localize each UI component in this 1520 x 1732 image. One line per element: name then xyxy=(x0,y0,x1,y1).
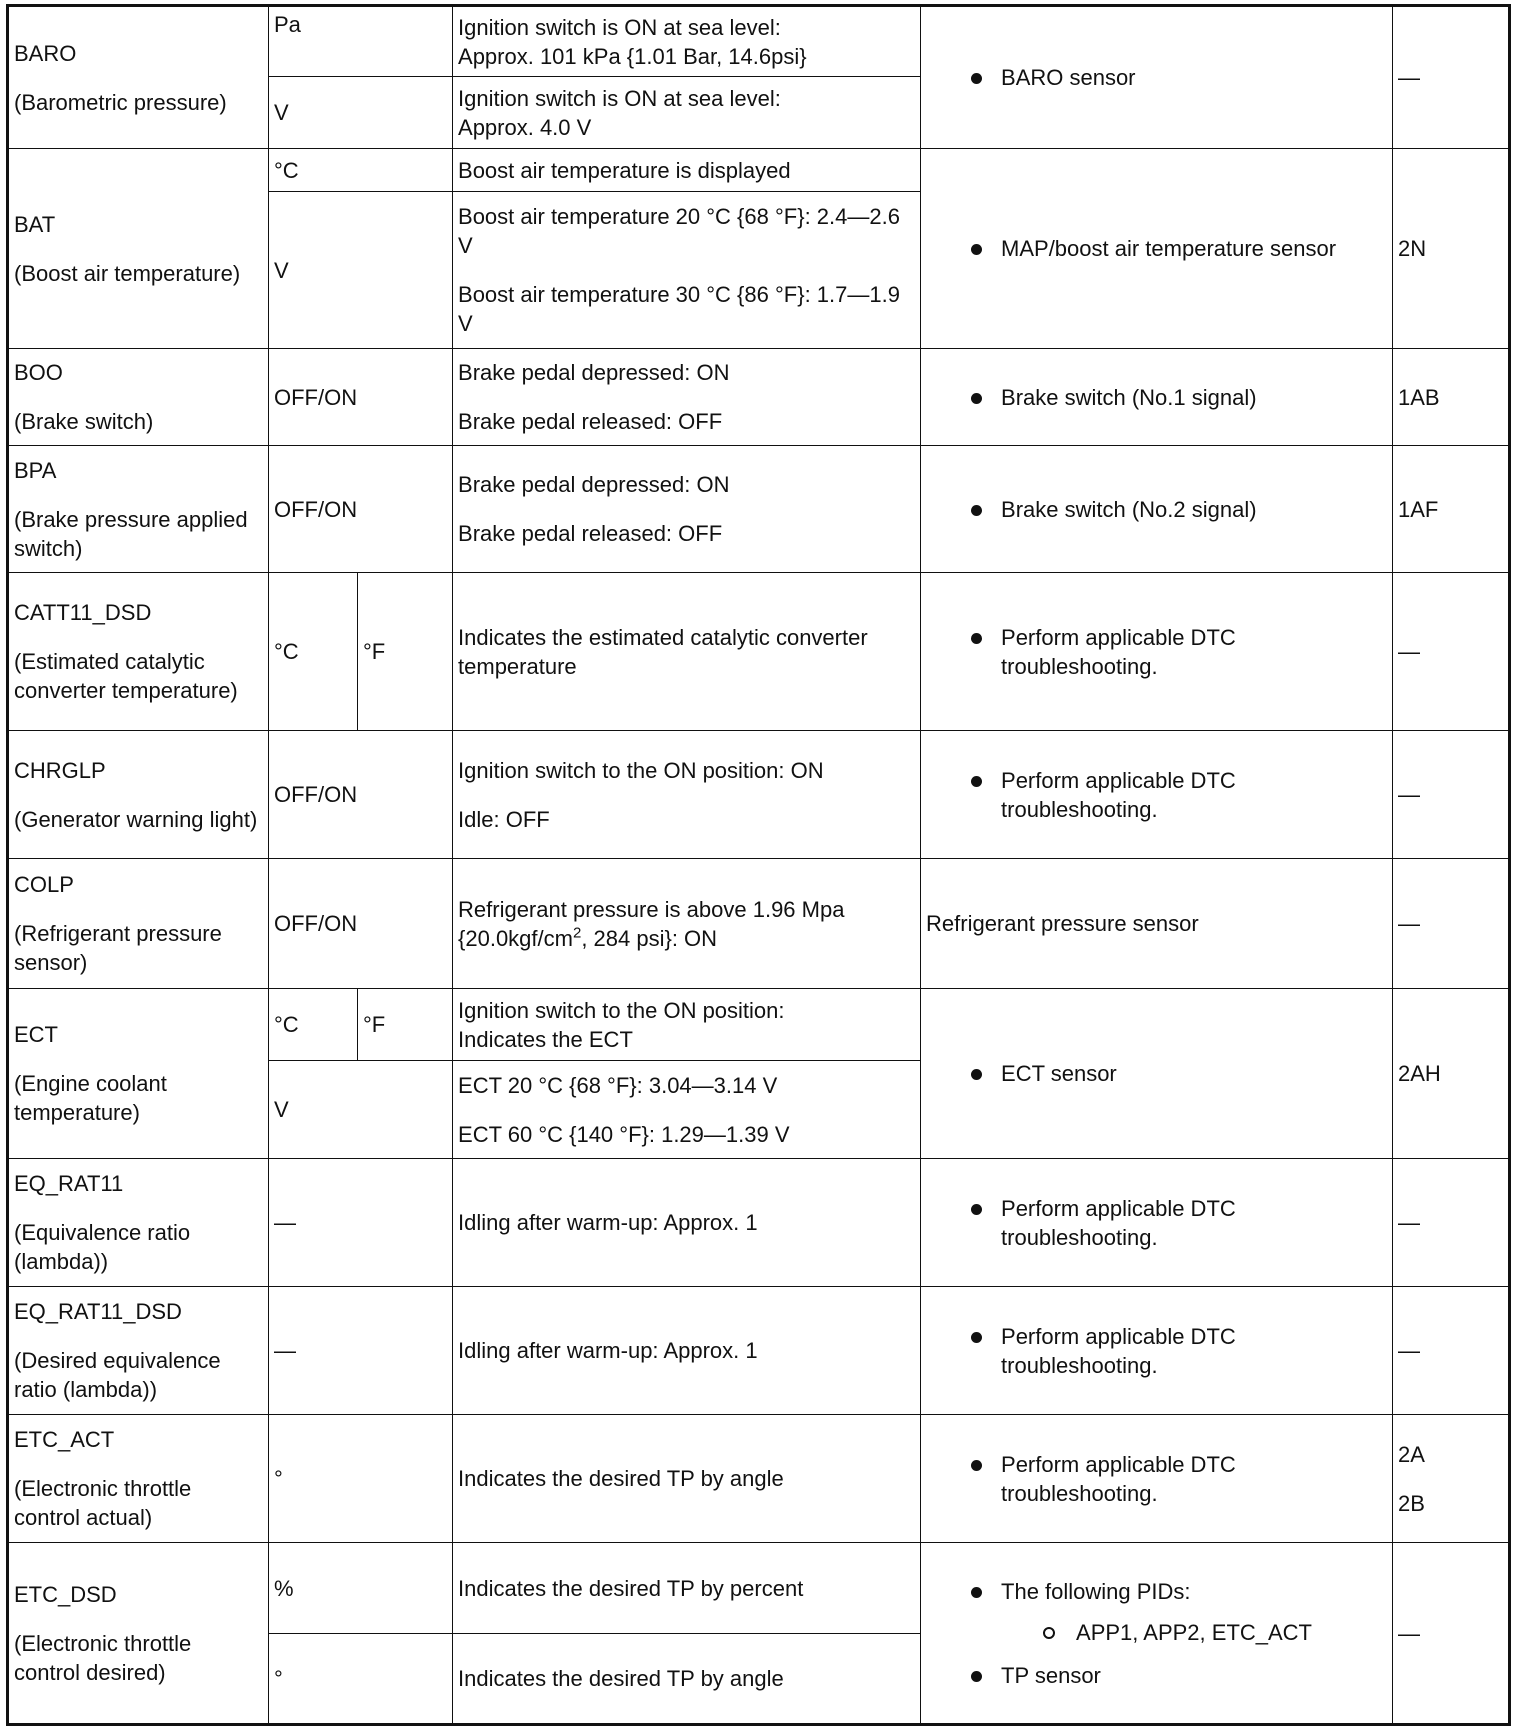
condition-line: Brake pedal released: OFF xyxy=(458,409,723,434)
pid-name: ETC_ACT xyxy=(14,1427,115,1452)
pid-description: (Brake pressure applied switch) xyxy=(14,506,248,561)
unit-cell: — xyxy=(269,1159,453,1287)
action-cell xyxy=(921,731,1393,859)
pid-description: (Brake switch) xyxy=(14,409,154,434)
condition-cell xyxy=(453,349,921,446)
pid-name: BARO xyxy=(14,40,77,66)
action-item: Perform applicable DTC troubleshooting. xyxy=(926,1194,1386,1252)
action-cell xyxy=(921,1159,1393,1287)
pid-name-cell xyxy=(8,446,269,573)
action-item: Perform applicable DTC troubleshooting. xyxy=(926,766,1386,824)
action-item: The following PIDs: xyxy=(926,1577,1386,1606)
condition-line: Ignition switch is ON at sea level: xyxy=(458,14,781,40)
action-cell xyxy=(921,1287,1393,1415)
table-row xyxy=(8,859,1510,989)
action-item: MAP/boost air temperature sensor xyxy=(926,234,1386,263)
action-cell xyxy=(921,1543,1393,1725)
action-cell xyxy=(921,1415,1393,1543)
action-item: Perform applicable DTC troubleshooting. xyxy=(926,1322,1386,1380)
action-cell xyxy=(921,859,1393,989)
condition-line: Brake pedal depressed: ON xyxy=(458,360,730,385)
terminal-cell: 1AB xyxy=(1393,349,1510,446)
pid-name-cell xyxy=(8,573,269,731)
condition-cell: Idling after warm-up: Approx. 1 xyxy=(453,1159,921,1287)
unit-cell: Pa xyxy=(269,6,453,77)
pid-name: BOO xyxy=(14,360,63,385)
action-item: TP sensor xyxy=(926,1661,1386,1690)
condition-line: ECT 60 °C {140 °F}: 1.29—1.39 V xyxy=(458,1121,790,1147)
pid-name: CATT11_DSD xyxy=(14,600,152,625)
condition-line: Brake pedal depressed: ON xyxy=(458,472,730,497)
table-row xyxy=(8,1543,1510,1634)
unit-cell: ° xyxy=(269,1415,453,1543)
pid-description: (Boost air temperature) xyxy=(14,260,241,286)
pid-name: EQ_RAT11 xyxy=(14,1171,124,1196)
pid-description: (Desired equivalence ratio (lambda)) xyxy=(14,1348,221,1402)
pid-description: (Equivalence ratio (lambda)) xyxy=(14,1220,191,1274)
unit-cell: V xyxy=(269,192,453,349)
table-row xyxy=(8,1159,1510,1287)
action-item: ECT sensor xyxy=(926,1059,1386,1088)
condition-cell xyxy=(453,859,921,989)
table-row xyxy=(8,349,1510,446)
terminal-cell: — xyxy=(1393,859,1510,989)
terminal-cell: — xyxy=(1393,573,1510,731)
terminal-cell: — xyxy=(1393,1287,1510,1415)
terminal-cell: 1AF xyxy=(1393,446,1510,573)
pid-description: (Estimated catalytic converter temperature) xyxy=(14,649,238,703)
terminal-cell xyxy=(1393,1415,1510,1543)
pid-name: COLP xyxy=(14,872,74,897)
action-item: Refrigerant pressure sensor xyxy=(926,911,1199,936)
pid-name-cell xyxy=(8,1159,269,1287)
condition-line: Boost air temperature 30 °C {86 °F}: 1.7—1.9 V xyxy=(458,282,900,336)
pid-name-cell xyxy=(8,6,269,149)
pid-name-cell xyxy=(8,859,269,989)
condition-cell xyxy=(453,77,921,149)
condition-line: Approx. 101 kPa {1.01 Bar, 14.6psi} xyxy=(458,43,807,69)
pid-description: (Refrigerant pressure sensor) xyxy=(14,921,222,975)
terminal-cell: 2AH xyxy=(1393,989,1510,1159)
unit-cell: °C xyxy=(269,989,358,1061)
pid-name: ETC_DSD xyxy=(14,1581,117,1607)
condition-text: , 284 psi}: ON xyxy=(581,925,718,951)
pid-description: (Electronic throttle control desired) xyxy=(14,1630,192,1685)
superscript: 2 xyxy=(572,924,582,942)
unit-cell: °F xyxy=(358,989,453,1061)
table-row xyxy=(8,573,1510,731)
action-item: Perform applicable DTC troubleshooting. xyxy=(926,623,1386,681)
table-row xyxy=(8,6,1510,77)
unit-cell: — xyxy=(269,1287,453,1415)
pid-name: BPA xyxy=(14,457,57,483)
action-subitem: APP1, APP2, ETC_ACT xyxy=(926,1618,1386,1647)
table-row xyxy=(8,731,1510,859)
pid-description: (Barometric pressure) xyxy=(14,89,227,115)
pid-name-cell xyxy=(8,989,269,1159)
condition-cell xyxy=(453,731,921,859)
pid-name-cell xyxy=(8,1415,269,1543)
unit-cell: °C xyxy=(269,149,453,192)
pid-name: ECT xyxy=(14,1022,58,1047)
terminal-cell: — xyxy=(1393,6,1510,149)
action-cell xyxy=(921,6,1393,149)
condition-cell xyxy=(453,989,921,1061)
condition-line: Idle: OFF xyxy=(458,806,550,832)
terminal-cell: — xyxy=(1393,731,1510,859)
condition-cell: Indicates the desired TP by angle xyxy=(453,1415,921,1543)
condition-cell xyxy=(453,446,921,573)
table-row xyxy=(8,446,1510,573)
pid-name: BAT xyxy=(14,211,56,237)
action-cell xyxy=(921,989,1393,1159)
action-item: BARO sensor xyxy=(926,63,1386,92)
unit-cell: V xyxy=(269,77,453,149)
condition-line: Approx. 4.0 V xyxy=(458,114,592,140)
unit-cell: ° xyxy=(269,1634,453,1725)
action-item: Perform applicable DTC troubleshooting. xyxy=(926,1450,1386,1508)
pid-table xyxy=(6,4,1511,1726)
condition-line: Ignition switch is ON at sea level: xyxy=(458,85,781,111)
unit-cell: OFF/ON xyxy=(269,859,453,989)
action-item: Brake switch (No.1 signal) xyxy=(926,383,1386,412)
action-cell xyxy=(921,446,1393,573)
pid-description: (Generator warning light) xyxy=(14,806,258,832)
condition-line: Boost air temperature 20 °C {68 °F}: 2.4—2.6 V xyxy=(458,204,900,258)
terminal-cell: — xyxy=(1393,1543,1510,1725)
unit-cell: OFF/ON xyxy=(269,731,453,859)
condition-cell: Indicates the estimated catalytic converter temperature xyxy=(453,573,921,731)
table-row xyxy=(8,149,1510,192)
terminal-cell: 2N xyxy=(1393,149,1510,349)
pid-name-cell xyxy=(8,149,269,349)
condition-cell xyxy=(453,192,921,349)
action-cell xyxy=(921,149,1393,349)
pid-description: (Electronic throttle control actual) xyxy=(14,1476,192,1530)
unit-cell: V xyxy=(269,1061,453,1159)
condition-cell xyxy=(453,6,921,77)
pid-name: EQ_RAT11_DSD xyxy=(14,1299,182,1324)
condition-cell: Boost air temperature is displayed xyxy=(453,149,921,192)
pid-description: (Engine coolant temperature) xyxy=(14,1071,167,1125)
terminal-ref: 2A xyxy=(1398,1441,1425,1467)
condition-line: Brake pedal released: OFF xyxy=(458,521,723,546)
condition-text: Refrigerant pressure is above 1.96 Mpa {20.0kgf/cm xyxy=(458,896,845,951)
condition-line: Ignition switch to the ON position: ON xyxy=(458,757,824,783)
action-cell xyxy=(921,349,1393,446)
condition-cell: Indicates the desired TP by angle xyxy=(453,1634,921,1725)
condition-line: Ignition switch to the ON position: xyxy=(458,997,785,1023)
unit-cell: OFF/ON xyxy=(269,446,453,573)
pid-name-cell xyxy=(8,1543,269,1725)
unit-cell: OFF/ON xyxy=(269,349,453,446)
table-row xyxy=(8,1287,1510,1415)
action-cell xyxy=(921,573,1393,731)
table-row xyxy=(8,1415,1510,1543)
unit-cell: °C xyxy=(269,573,358,731)
pid-name-cell xyxy=(8,349,269,446)
condition-cell xyxy=(453,1061,921,1159)
pid-name-cell xyxy=(8,1287,269,1415)
condition-cell: Idling after warm-up: Approx. 1 xyxy=(453,1287,921,1415)
terminal-cell: — xyxy=(1393,1159,1510,1287)
condition-line: Indicates the ECT xyxy=(458,1026,633,1052)
unit-cell: °F xyxy=(358,573,453,731)
condition-cell: Indicates the desired TP by percent xyxy=(453,1543,921,1634)
unit-cell: % xyxy=(269,1543,453,1634)
pid-name: CHRGLP xyxy=(14,757,106,783)
action-item: Brake switch (No.2 signal) xyxy=(926,495,1386,524)
pid-name-cell xyxy=(8,731,269,859)
terminal-ref: 2B xyxy=(1398,1490,1425,1516)
condition-line: ECT 20 °C {68 °F}: 3.04—3.14 V xyxy=(458,1072,778,1098)
table-row xyxy=(8,989,1510,1061)
